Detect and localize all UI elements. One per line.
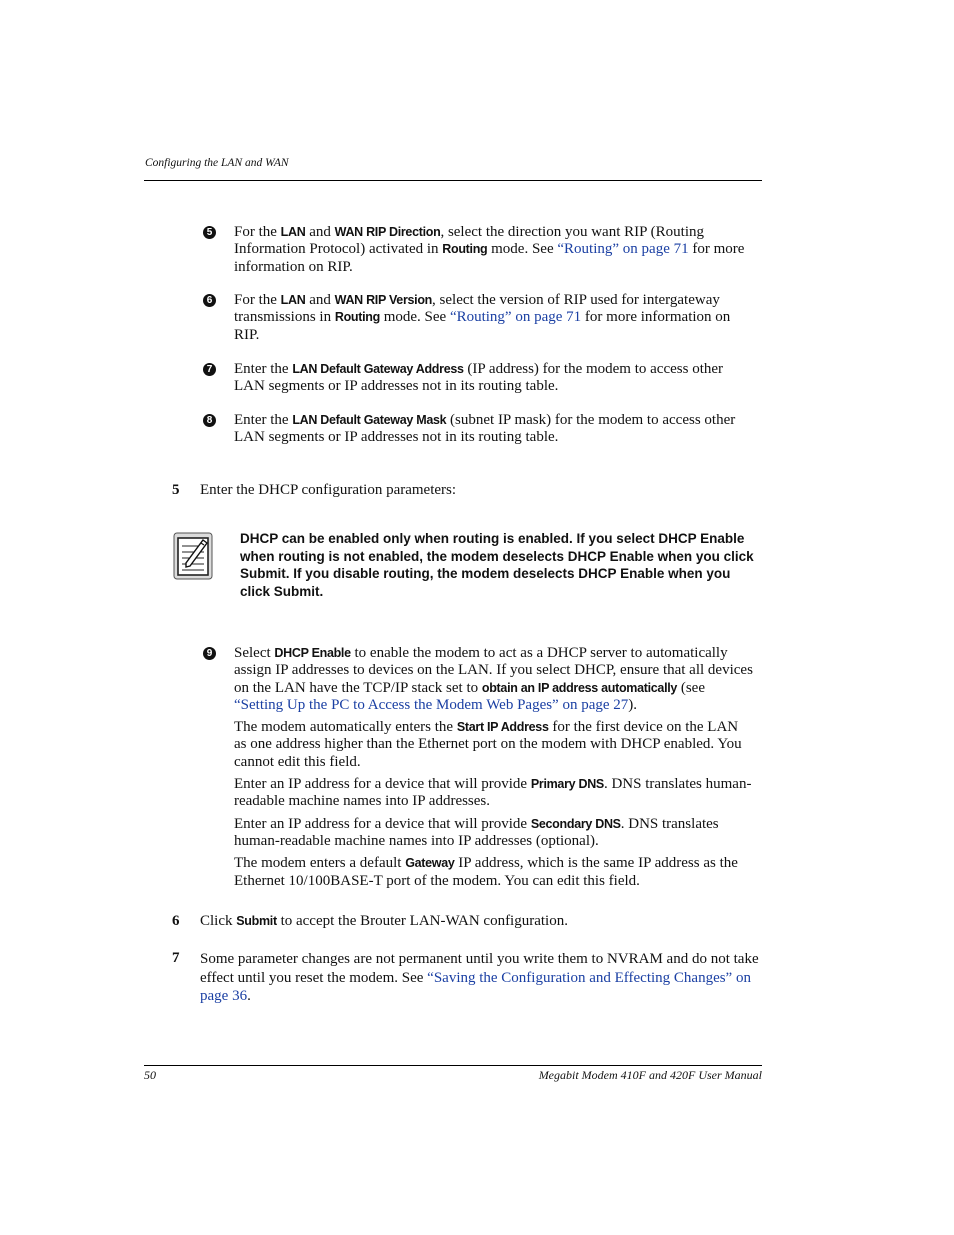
ui-label-wan-rip-version: WAN RIP Version [334, 293, 433, 307]
footer-rule [144, 1065, 762, 1066]
text: (IP address) for the modem to access other LAN segments or IP addresses not in its routing table. [234, 361, 724, 395]
text: Some parameter changes are not permanent until you write them to NVRAM and do not take effect until you reset the modem. See [200, 951, 759, 986]
ui-label-obtain-ip-automatically: obtain an IP address automatically [481, 680, 678, 695]
paragraph-gateway [234, 855, 754, 890]
ui-label-wan-rip-direction: WAN RIP Direction [334, 225, 441, 239]
substep-gateway-mask [234, 412, 754, 447]
paragraph-primary-dns [234, 776, 754, 811]
step-nvram [200, 950, 760, 1006]
ui-label-gateway: Gateway [405, 856, 455, 871]
text: for more information on RIP. [234, 241, 745, 275]
ui-label-primary-dns: Primary DNS [530, 777, 604, 792]
text: Click [200, 913, 237, 929]
text: . DNS translates human-readable machine names into IP addresses. [234, 776, 752, 810]
text: and [305, 224, 335, 240]
text: to accept the Brouter LAN-WAN configuration. [276, 913, 568, 929]
ui-label-start-ip-address: Start IP Address [456, 720, 549, 735]
text: IP address, which is the same IP address as the Ethernet 10/100BASE-T port of the modem. You can edit this field. [234, 855, 738, 889]
page-number: 50 [144, 1068, 156, 1082]
text: Enter the [234, 361, 293, 377]
substep-dhcp [234, 645, 754, 890]
text: and [305, 292, 335, 308]
running-header: Configuring the LAN and WAN [145, 157, 289, 169]
ui-label-lan-default-gateway-mask: LAN Default Gateway Mask [292, 413, 447, 427]
header-rule [144, 180, 762, 181]
substep-gateway-address [234, 361, 754, 396]
text: For the [234, 292, 281, 308]
step-number: 5 [172, 482, 180, 498]
text: to enable the modem to act as a DHCP server to automatically assign IP addresses to devices on the LAN. If you select DHCP, ensure that all devices on the LAN have the TCP/IP stack set to [234, 645, 753, 696]
routing-link[interactable]: “Routing” on page 71 [557, 241, 689, 258]
text: mode. See [487, 241, 558, 258]
ui-label-lan: LAN [280, 293, 306, 307]
paragraph-secondary-dns [234, 816, 754, 851]
substep-number-badge: 7 [203, 363, 216, 376]
text: . [247, 988, 251, 1004]
text: for more information on RIP. [234, 309, 731, 343]
text: Enter the [234, 412, 293, 428]
text: Select [234, 645, 275, 661]
routing-link[interactable]: “Routing” on page 71 [449, 309, 582, 326]
text: for the first device on the LAN as one address higher than the Ethernet port on the modem with DHCP enabled. You cannot edit this field. [234, 719, 742, 770]
step-number: 6 [172, 913, 180, 929]
ui-label-submit: Submit [236, 914, 277, 928]
substep-number-badge: 8 [203, 414, 216, 427]
paragraph-dhcp-enable [234, 645, 754, 714]
step-submit [200, 913, 760, 930]
substep-number-badge: 9 [203, 647, 216, 660]
text: Enter an IP address for a device that will provide [234, 776, 531, 793]
substep-rip-direction [234, 224, 754, 276]
text: (subnet IP mask) for the modem to access other LAN segments or IP addresses not in its routing table. [234, 412, 736, 446]
text: , select the version of RIP used for intergateway transmissions in [234, 292, 720, 326]
text: mode. See [379, 309, 450, 326]
ui-label-routing: Routing [442, 242, 488, 257]
text: The modem automatically enters the [234, 719, 457, 736]
ui-label-routing: Routing [334, 310, 380, 325]
substep-number-badge: 6 [203, 294, 216, 307]
note-pad-icon [173, 532, 213, 580]
step-number: 7 [172, 950, 180, 966]
paragraph-start-ip [234, 719, 754, 771]
text: (see [677, 679, 705, 696]
note-text: DHCP can be enabled only when routing is enabled. If you select DHCP Enable when routing is not enabled, the modem deselects DHCP Enable when you click Submit. If you disable routing, the modem deselects DHCP Enable when you click Submit. [240, 531, 754, 599]
ui-label-lan-default-gateway-address: LAN Default Gateway Address [292, 362, 464, 376]
ui-label-lan: LAN [280, 225, 306, 239]
text: Enter an IP address for a device that will provide [234, 815, 531, 832]
text: For the [234, 224, 281, 240]
saving-config-link[interactable]: “Saving the Configuration and Effecting Changes” on page 36 [200, 969, 751, 1004]
text: . DNS translates human-readable machine names into IP addresses (optional). [234, 815, 719, 849]
ui-label-secondary-dns: Secondary DNS [530, 816, 621, 831]
step-dhcp-intro: Enter the DHCP configuration parameters: [200, 482, 457, 498]
text: The modem enters a default [234, 855, 406, 872]
substep-rip-version [234, 292, 754, 344]
setup-pc-link[interactable]: “Setting Up the PC to Access the Modem Web Pages” on page 27 [234, 696, 629, 713]
text: , select the direction you want RIP (Routing Information Protocol) activated in [234, 224, 704, 258]
text: ). [628, 696, 638, 713]
manual-title: Megabit Modem 410F and 420F User Manual [538, 1068, 762, 1082]
substep-number-badge: 5 [203, 226, 216, 239]
ui-label-dhcp-enable: DHCP Enable [274, 646, 351, 660]
